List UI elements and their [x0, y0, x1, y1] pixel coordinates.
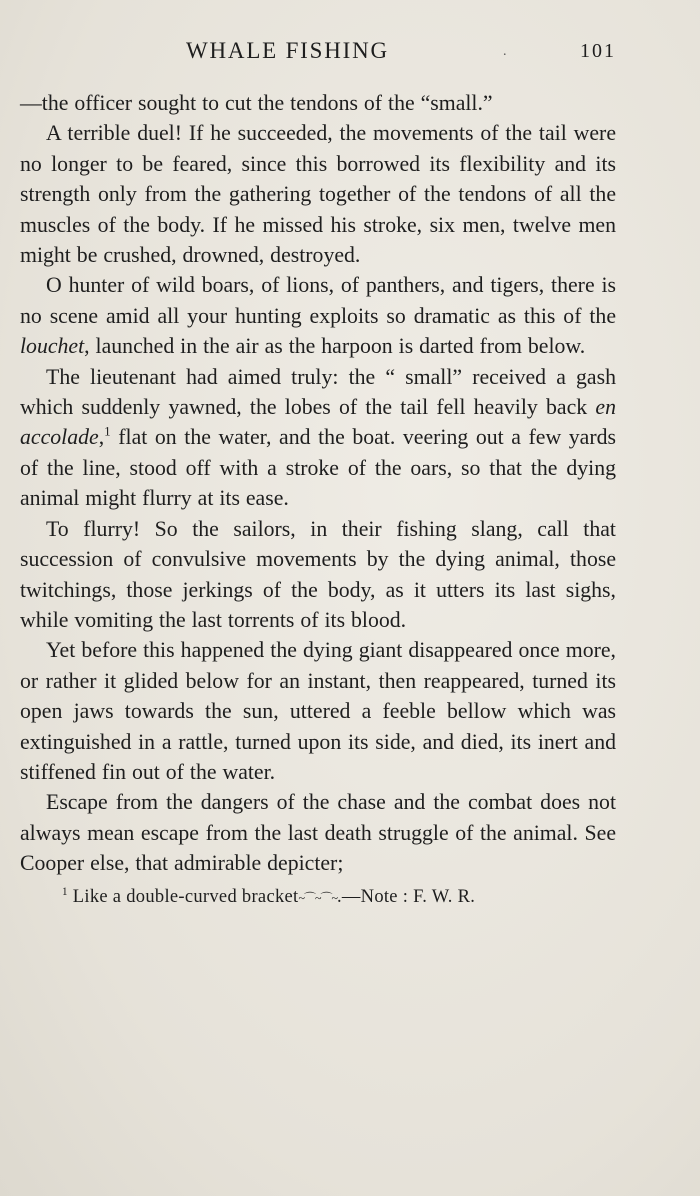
footnote-bracket-glyph: ~⌒~⌒~ [298, 890, 337, 905]
book-page [20, 36, 616, 910]
paragraph [20, 635, 616, 787]
paragraph [20, 118, 616, 270]
paragraph [20, 270, 616, 361]
footnote-text: Like a double-curved bracket [67, 886, 299, 907]
footnote [20, 885, 616, 910]
paragraph [20, 362, 616, 514]
text-segment: , launched in the air as the harpoon is darted from below. [84, 334, 586, 359]
paragraph [20, 787, 616, 878]
text-segment: To flurry! So the sailors, in their fishing slang, call that succession of convulsive movements by the dying animal, those twitchings, those jerkings of the body, as it utters its last sighs, while vomiting the last torrents of its blood. [20, 516, 616, 632]
ink-speck: . [503, 44, 509, 59]
footnote-attribution: .—Note : F. W. R. [336, 886, 476, 907]
text-segment: flat on the water, and the boat. veering out a few yards of the line, stood off with a stroke of the oars, so that the dying animal might flurry at its ease. [20, 425, 616, 511]
page-header [20, 36, 616, 76]
paragraph [20, 514, 616, 636]
text-segment: Escape from the dangers of the chase and the combat does not always mean escape from the last death struggle of the animal. See Cooper else, that admirable depicter; [20, 790, 616, 876]
page-number: 101 [580, 40, 616, 62]
text-segment: Yet before this happened the dying giant disappeared once more, or rather it glided below for an instant, then reappeared, turned its open jaws towards the sun, uttered a feeble bellow which was extinguished in a rattle, turned upon its side, and died, its inert and stiffened fin out of the water. [20, 638, 616, 784]
paragraph [20, 88, 616, 118]
footnote-marker: 1 [62, 885, 68, 898]
running-head: WHALE FISHING [186, 38, 389, 63]
text-segment: The lieutenant had aimed truly: the “ small” received a gash which suddenly yawned, the lobes of the tail fell heavily back [20, 364, 616, 420]
footnote-reference: 1 [104, 424, 111, 440]
italic-text: louchet [20, 334, 85, 359]
body-text [20, 88, 616, 879]
text-segment: , [98, 425, 105, 450]
text-segment: O hunter of wild boars, of lions, of panthers, and tigers, there is no scene amid all your hunting exploits so dramatic as this of the [20, 273, 616, 328]
text-segment: A terrible duel! If he succeeded, the movements of the tail were no longer to be feared, since this borrowed its flexibility and its strength only from the gathering together of the tendons of all the muscles of the body. If he missed his stroke, six men, twelve men might be crushed, drowned, destroyed. [20, 121, 616, 268]
italic-text: en accolade [20, 395, 616, 450]
text-segment: —the officer sought to cut the tendons of the “small.” [20, 91, 493, 115]
